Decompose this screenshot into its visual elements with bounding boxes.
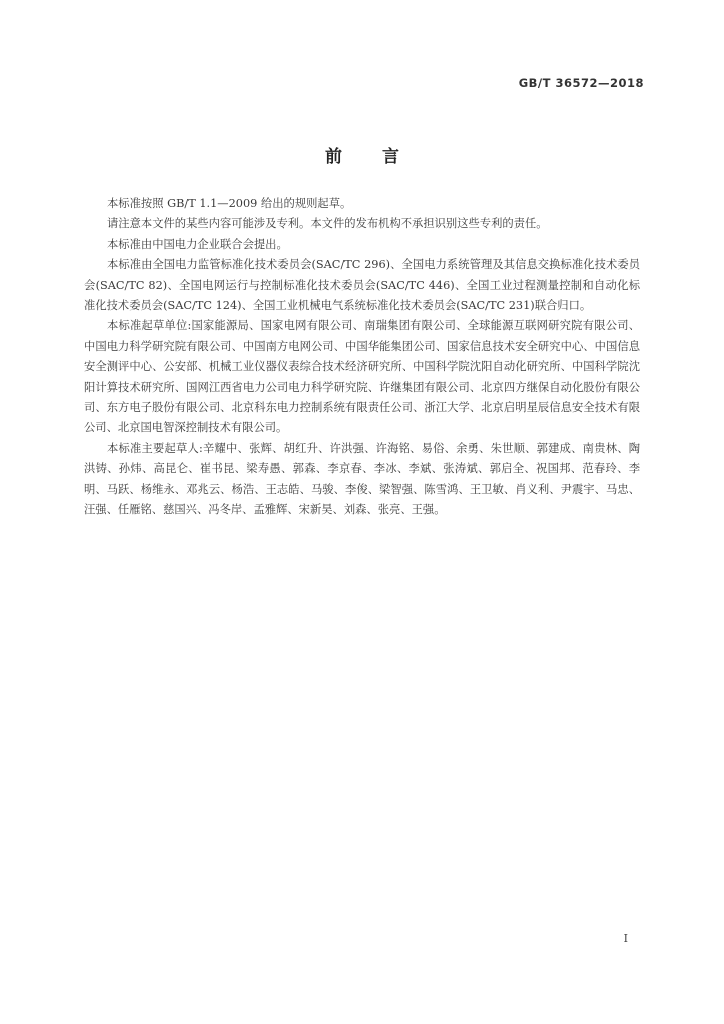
paragraph-drafting-rules: 本标准按照 GB/T 1.1—2009 给出的规则起草。: [107, 197, 352, 210]
paragraph-drafters: 本标准主要起草人:辛耀中、张辉、胡红升、许洪强、许海铭、易俗、余勇、朱世顺、郭建成、南贵林、陶洪铸、孙炜、高昆仑、崔书昆、梁寿愚、郭森、李京春、李冰、李斌、张涛斌、郭启全、祝国邦、范春玲、李明、马跃、杨维永、邓兆云、杨浩、王志皓、马骏、李俊、梁智强、陈雪鸿、王卫敏、肖义利、尹震宇、马忠、汪强、任雁铭、慈国兴、冯冬岸、孟雅辉、宋新昊、刘森、张亮、王强。: [84, 441, 640, 517]
paragraph-technical-committees: 本标准由全国电力监管标准化技术委员会(SAC/TC 296)、全国电力系统管理及其信息交换标准化技术委员会(SAC/TC 82)、全国电网运行与控制标准化技术委员会(SAC/TC 446)、全国工业过程测量控制和自动化标准化技术委员会(SAC/TC 124)、全国工业机械电气系统标准化技术委员会(SAC/TC 231)联合归口。: [84, 258, 640, 313]
foreword-body: [84, 194, 640, 521]
paragraph-drafting-units: 本标准起草单位:国家能源局、国家电网有限公司、南瑞集团有限公司、全球能源互联网研究院有限公司、中国电力科学研究院有限公司、中国南方电网公司、中国华能集团公司、国家信息技术安全研究中心、中国信息安全测评中心、公安部、机械工业仪器仪表综合技术经济研究所、中国科学院沈阳自动化研究所、中国科学院沈阳计算技术研究所、国网江西省电力公司电力科学研究院、许继集团有限公司、北京四方继保自动化股份有限公司、东方电子股份有限公司、北京科东电力控制系统有限责任公司、浙江大学、北京启明星辰信息安全技术有限公司、北京国电智深控制技术有限公司。: [84, 319, 640, 435]
page-number: I: [623, 932, 628, 945]
paragraph-patent-notice: 请注意本文件的某些内容可能涉及专利。本文件的发布机构不承担识别这些专利的责任。: [107, 217, 548, 231]
page-title: 前言: [325, 147, 439, 167]
standard-number: GB/T 36572—2018: [518, 76, 644, 90]
paragraph-proposer: 本标准由中国电力企业联合会提出。: [107, 237, 288, 251]
